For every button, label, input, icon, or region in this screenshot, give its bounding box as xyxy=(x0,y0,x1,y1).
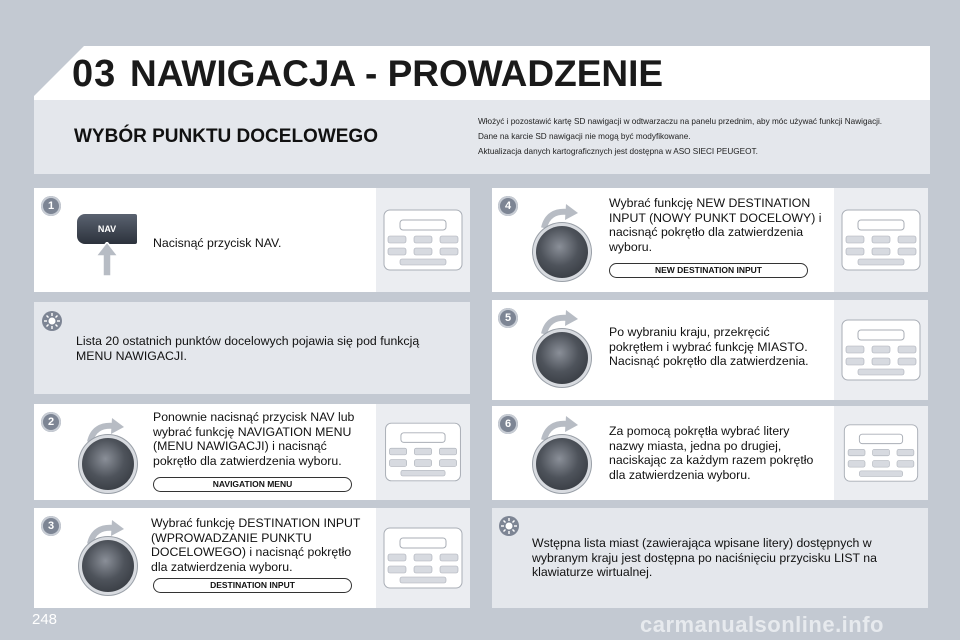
press-arrow-icon xyxy=(96,242,118,276)
rotary-knob xyxy=(82,540,134,592)
menu-option-pill: DESTINATION INPUT xyxy=(153,578,352,593)
radio-thumbnail xyxy=(376,508,470,608)
watermark: carmanualsonline.info xyxy=(640,612,884,637)
tip-2-text: Wstępna lista miast (zawierająca wpisane litery) dostępnych w wybranym kraju jest dostępna po naciśnięciu przycisku LIST na klawiaturze wirtualnej. xyxy=(532,536,877,579)
radio-unit-icon xyxy=(376,508,470,608)
step-3-text: Wybrać funkcję DESTINATION INPUT (WPROWADZANIE PUNKTU DOCELOWEGO) i nacisnąć pokrętło dla zatwierdzenia wyboru. xyxy=(151,516,361,574)
menu-option-pill: NEW DESTINATION INPUT xyxy=(609,263,808,278)
step-badge: 4 xyxy=(498,196,518,216)
radio-unit-icon xyxy=(376,188,470,292)
step-6-text: Za pomocą pokrętła wybrać litery nazwy miasta, jedna po drugiej, naciskając za każdym razem pokrętło dla zatwierdzenia wyboru. xyxy=(609,424,814,482)
step-5-text: Po wybraniu kraju, przekręcić pokrętłem i wybrać funkcję MIASTO. Nacisnąć pokrętło dla zatwierdzenia. xyxy=(609,325,809,368)
radio-unit-icon xyxy=(834,406,928,500)
step-badge: 2 xyxy=(41,412,61,432)
radio-thumbnail xyxy=(376,188,470,292)
radio-thumbnail xyxy=(376,404,470,500)
rotary-knob xyxy=(82,438,134,490)
rotary-knob xyxy=(536,226,588,278)
radio-unit-icon xyxy=(834,188,928,292)
intro-line: Włożyć i pozostawić kartę SD nawigacji w odtwarzaczu na panelu przednim, aby móc używać funkcji Nawigacji. xyxy=(478,117,883,126)
tip-icon xyxy=(41,310,63,332)
chapter-number: 03 xyxy=(72,53,117,95)
radio-thumbnail xyxy=(834,300,928,400)
rotary-knob xyxy=(536,332,588,384)
rotary-knob xyxy=(536,438,588,490)
nav-button: NAV xyxy=(77,214,137,244)
page-number: 248 xyxy=(32,611,58,628)
radio-unit-icon xyxy=(376,404,470,500)
step-badge: 1 xyxy=(41,196,61,216)
step-2-text: Ponownie nacisnąć przycisk NAV lub wybrać funkcję NAVIGATION MENU (MENU NAWIGACJI) i nacisnąć pokrętło dla zatwierdzenia wyboru. xyxy=(153,410,355,468)
step-badge: 5 xyxy=(498,308,518,328)
menu-option-pill: NAVIGATION MENU xyxy=(153,477,352,492)
radio-thumbnail xyxy=(834,188,928,292)
page-title: NAWIGACJA - PROWADZENIE xyxy=(130,53,664,94)
intro-line: Dane na karcie SD nawigacji nie mogą być modyfikowane. xyxy=(478,132,691,141)
tip-icon xyxy=(498,515,520,537)
step-4-text: Wybrać funkcję NEW DESTINATION INPUT (NOWY PUNKT DOCELOWY) i nacisnąć pokrętło dla zatwierdzenia wyboru. xyxy=(609,196,822,254)
step-1-text: Nacisnąć przycisk NAV. xyxy=(153,236,282,250)
step-badge: 6 xyxy=(498,414,518,434)
step-badge: 3 xyxy=(41,516,61,536)
radio-unit-icon xyxy=(834,300,928,400)
radio-thumbnail xyxy=(834,406,928,500)
intro-line: Aktualizacja danych kartograficznych jest dostępna w ASO SIECI PEUGEOT. xyxy=(478,147,758,156)
tip-1-text: Lista 20 ostatnich punktów docelowych pojawia się pod funkcją MENU NAWIGACJI. xyxy=(76,334,420,363)
intro-text xyxy=(478,114,928,159)
section-title: WYBÓR PUNKTU DOCELOWEGO xyxy=(74,126,378,147)
